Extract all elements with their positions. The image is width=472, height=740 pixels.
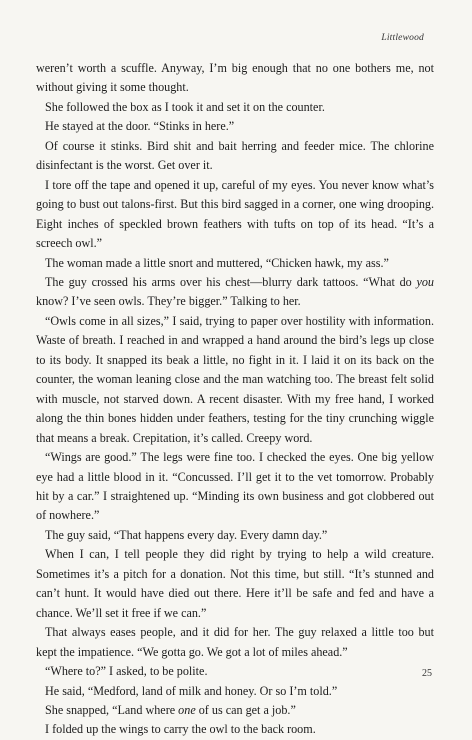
paragraph (36, 137, 434, 176)
paragraph (36, 623, 434, 662)
paragraph (36, 98, 434, 117)
text-run: The guy said, “That happens every day. Every damn day.” (45, 527, 328, 542)
text-run: of us can get a job.” (195, 702, 296, 717)
text-run: The guy crossed his arms over his chest—blurry dark tattoos. “What do (45, 274, 417, 289)
text-run: He stayed at the door. “Stinks in here.” (45, 119, 235, 134)
paragraph (36, 273, 434, 312)
text-run: Of course it stinks. Bird shit and bait herring and feeder mice. The chlorine disinfectant is the worst. Get over it. (36, 138, 434, 173)
paragraph (36, 662, 434, 681)
paragraph (36, 448, 434, 526)
text-run: She snapped, “Land where (45, 702, 179, 717)
emphasized-text: you (416, 274, 434, 289)
paragraph (36, 720, 434, 739)
paragraph (36, 526, 434, 545)
page-number: 25 (422, 668, 432, 679)
text-run: I folded up the wings to carry the owl to the back room. (45, 722, 316, 737)
text-run: “Wings are good.” The legs were fine too. I checked the eyes. One big yellow eye had a little blood in it. “Concussed. I’ll get it to the vet tomorrow. Probably hit by a car.” I straightened up. “Minding its own business and got clobbered out of nowhere.” (36, 450, 434, 523)
text-run: weren’t worth a scuffle. Anyway, I’m big enough that no one bothers me, not without giving it some thought. (36, 61, 434, 95)
emphasized-text: one (178, 702, 196, 717)
text-run: She followed the box as I took it and set it on the counter. (45, 99, 325, 114)
paragraph (36, 59, 434, 98)
running-head: Littlewood (381, 33, 424, 43)
paragraph (36, 701, 434, 720)
text-run: When I can, I tell people they did right by trying to help a wild creature. Sometimes it’s a pitch for a donation. Not this time, but still. “It’s stunned and can’t hunt. It would have died out there. Here it’ll be safe and fed and have a chance. We’ll set it free if we can.” (36, 547, 434, 620)
paragraph (36, 312, 434, 448)
paragraph (36, 545, 434, 623)
paragraph (36, 176, 434, 254)
text-run: He said, “Medford, land of milk and honey. Or so I’m told.” (45, 683, 338, 698)
text-run: “Where to?” I asked, to be polite. (45, 664, 208, 679)
text-run: “Owls come in all sizes,” I said, trying to paper over hostility with information. Waste of breath. I reached in and wrapped a hand around the bird’s legs up close to its body. It snapped its beak a little, no fight in it. I laid it on its back on the counter, the woman leaning close and the man watching too. The breast felt solid with muscle, not starved down. A recent disaster. With my free hand, I worked along the thin bones hidden under feathers, testing for the tiny crunching wiggle that means a break. Crepitation, it’s called. Creepy word. (36, 313, 434, 445)
text-run: know? I’ve seen owls. They’re bigger.” Talking to her. (36, 294, 301, 309)
text-run: That always eases people, and it did for her. The guy relaxed a little too but kept the impatience. “We gotta go. We got a lot of miles ahead.” (36, 625, 434, 659)
text-run: I tore off the tape and opened it up, careful of my eyes. You never know what’s going to bust out talons-first. But this bird sagged in a corner, one wing drooping. Eight inches of speckled brown feathers with tufts on top of its head. “It’s a screech owl.” (36, 177, 434, 251)
paragraph (36, 117, 434, 136)
body-text (36, 59, 434, 740)
paragraph (36, 254, 434, 273)
paragraph (36, 682, 434, 701)
text-run: The woman made a little snort and muttered, “Chicken hawk, my ass.” (45, 255, 389, 270)
